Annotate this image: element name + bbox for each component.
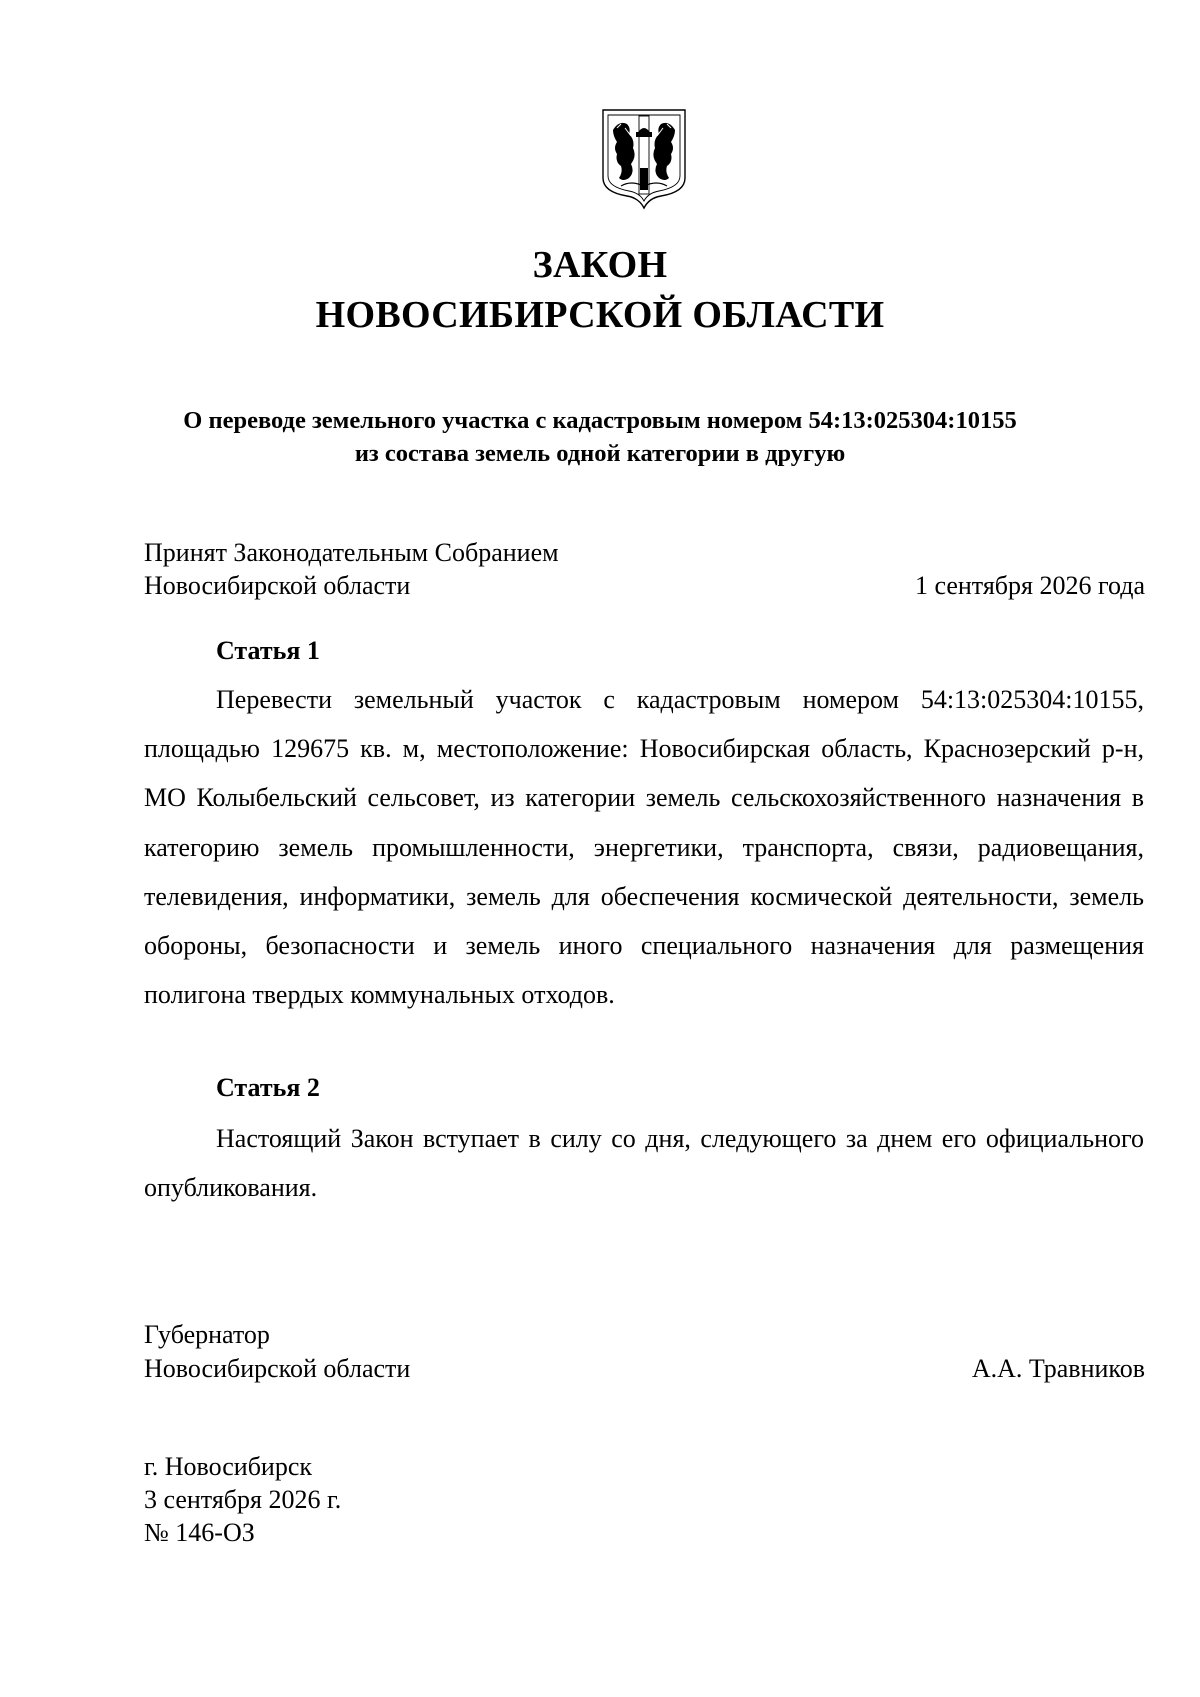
law-title-line1: ЗАКОН — [532, 244, 668, 286]
signatory-title-line2: Новосибирской области — [144, 1354, 411, 1383]
footer-date: 3 сентября 2026 г. — [144, 1485, 342, 1514]
article-1-heading: Статья 1 — [216, 636, 320, 665]
footer-number: № 146-ОЗ — [144, 1518, 255, 1547]
article-1-text: Перевести земельный участок с кадастровым номером 54:13:025304:10155, площадью 129675 кв. м, местоположение: Новосибирская область, Краснозерский р-н, МО Колыбельский сельсовет, из категории земель сельскохозяйственного назначения в категорию земель промышленности, энергетики, транспорта, связи, радиовещания, телевидения, информатики, земель для обеспечения космической деятельности, земель обороны, безопасности и земель иного специального назначения для размещения полигона твердых коммунальных отходов. — [144, 685, 1144, 1010]
signatory-name: А.А. Травников — [971, 1354, 1145, 1383]
coat-of-arms-icon — [601, 108, 687, 210]
adoption-line2: Новосибирской области — [144, 571, 411, 600]
article-2-text: Настоящий Закон вступает в силу со дня, следующего за днем его официального опубликования. — [144, 1124, 1144, 1203]
law-subject — [0, 404, 1200, 470]
law-subject-line1: О переводе земельного участка с кадастровым номером 54:13:025304:10155 — [183, 407, 1017, 434]
adoption-date: 1 сентября 2026 года — [914, 571, 1145, 600]
signature-block — [144, 1318, 1144, 1386]
footer-city: г. Новосибирск — [144, 1452, 313, 1481]
article-2-heading: Статья 2 — [216, 1073, 320, 1102]
law-subject-line2: из состава земель одной категории в другую — [354, 440, 846, 467]
document-footer — [144, 1450, 341, 1549]
law-title-line2: НОВОСИБИРСКОЙ ОБЛАСТИ — [315, 294, 885, 336]
law-title — [0, 240, 1200, 340]
adoption-block — [144, 536, 1144, 602]
signatory-title-line1: Губернатор — [144, 1320, 270, 1349]
adoption-line1: Принят Законодательным Собранием — [144, 538, 559, 567]
